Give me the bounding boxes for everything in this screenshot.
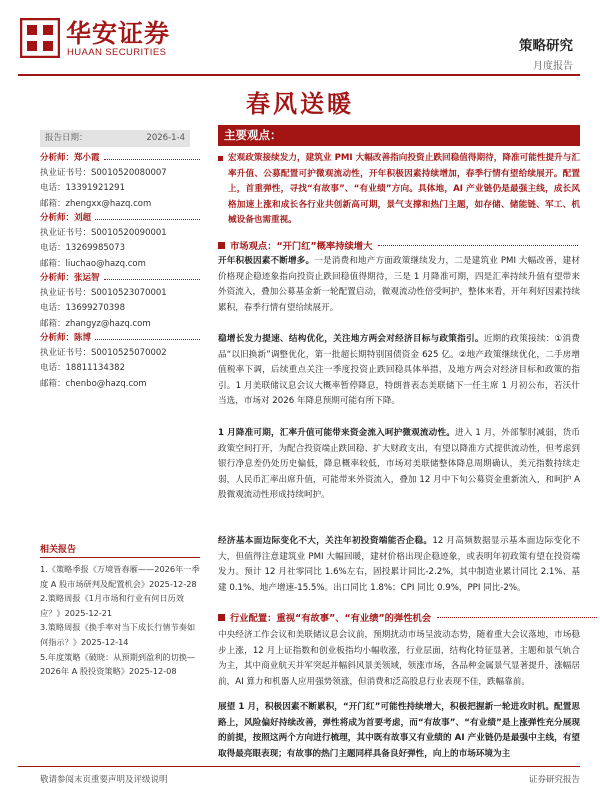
related-reports-divider (40, 557, 200, 558)
related-report-item[interactable]: 5.年度策略《破晓：从预期到盈利的切换—2026年 A 股投资策略》2025-12-08 (40, 651, 196, 677)
analyst-email[interactable]: 邮箱：liuchao@hazq.com (40, 258, 146, 269)
analyst-name: 分析师：张运智 (40, 271, 200, 286)
huaan-logo (20, 18, 60, 58)
analyst-card (40, 271, 200, 332)
analyst-cert: 执业证书号：S0010520080007 (40, 168, 167, 179)
analyst-email[interactable]: 邮箱：chenbo@hazq.com (40, 378, 147, 389)
analyst-name: 分析师：陈博 (40, 331, 200, 346)
analyst-name: 分析师：刘超 (40, 211, 200, 226)
analyst-email[interactable]: 邮箱：zhangyz@hazq.com (40, 318, 151, 329)
report-date-bar (40, 130, 190, 147)
analyst-card (40, 331, 200, 392)
paragraph-4: 经济基本面边际变化不大，关注年初投资端能否企稳。12 月高频数据显示基本面边际变化不大，但值得注意建筑业 PMI 大幅回暖，建材价格出现企稳迹象，或表明年初政策有望在投资端发力。预计 12 月社零同比 1.6%左右，固投累计同比-2.2%，其中制造业累计同比 2.1%、基建 0.1%、地产增速-15.5%。出口同比 1.8%；CPI 同比 0.9%，PPI 同比-2%。 (218, 536, 580, 593)
related-report-item[interactable]: 2.策略周报《1月市场和行业有何日历效应？》2025-12-21 (40, 593, 185, 618)
analyst-phone: 电话：13269985073 (40, 243, 125, 254)
summary-bullet-icon (218, 156, 223, 161)
analyst-phone: 电话：13699270398 (40, 303, 125, 314)
analyst-phone: 电话：18811134382 (40, 363, 125, 374)
analyst-card (40, 151, 200, 212)
footer-divider (18, 766, 580, 767)
report-date-value: 2026-1-4 (146, 133, 185, 143)
paragraph-5: 中央经济工作会议和美联储议息会议前，预期扰动市场呈波动态势，随着重大会议落地，市场稳步上涨，12 月上证指数和创业板指均小幅收涨，行业层面，结构化特征显著，主题和景气轨合为主，其中商业航天并军突起并幅斜风景美领域，领涨市场，各品种金属景气显著提升，涨幅居前，AI 算力和机器人应用强势领涨，但消费和泛高股息行业表现不佳，跌幅靠前。 (218, 630, 580, 687)
market-view-heading: 市场观点：“开门红”概率持续增大 (218, 238, 578, 252)
report-date-label: 报告日期： (45, 133, 88, 143)
brand-name-en: HUAAN SECURITIES (67, 47, 167, 58)
report-type: 策略研究 (519, 38, 573, 54)
paragraph-2: 稳增长发力提速、结构优化，关注地方两会对经济目标与政策指引。近期的政策接续：①消费品“以旧换新”调整优化，第一批超长期特别国债资金 625 亿。②地产政策继续优化，二手房增值税率下调，后续重点关注一季度投资止跌回稳具体举措，及地方两会对经济目标和政策的指引。1 月美联储议息会议大概率暂停降息，特朗普表态美联储下一任主席 1 月初公布，若沃什当选，市场对 2026 年降息预期可能有所下降。 (218, 334, 580, 406)
related-report-item[interactable]: 1.《策略季报《万境皆春雁——2026年一季度 A 股市场研判及配置机会》2025-12-28 (40, 564, 200, 589)
key-points-summary: 宏观政策接续发力，建筑业 PMI 大幅改善指向投资止跌回稳值得期待，降准可能性提升与汇率升值、公募配置可护微观流动性，开年积极因素持续增加，春季行情有望给续展开。配置上，首重弹性，寻找“有故事”、“有业绩”方向。具体地，AI 产业链仍是最强主线，成长风格加速上涨和成长各行业共创新高可期，景气支撑和热门主题，如存储、储能链、军工、机械设备也需重视。 (218, 151, 580, 229)
related-report-item[interactable]: 3.策略周报《换手率对当下成长行情节奏如何指示？》2025-12-14 (40, 622, 196, 647)
related-reports-title: 相关报告 (40, 545, 77, 555)
key-points-heading: 主要观点： (218, 125, 580, 146)
footer-disclaimer: 敬请参阅末页重要声明及评级说明 (40, 775, 168, 785)
analyst-cert: 执业证书号：S0010520090001 (40, 228, 167, 239)
brand-name-cn: 华安证券 (66, 19, 171, 48)
report-title: 春风送暖 (246, 89, 354, 118)
footer-report-label: 证券研究报告 (528, 775, 580, 785)
square-bullet-icon (218, 242, 225, 249)
analyst-email[interactable]: 邮箱：zhengxx@hazq.com (40, 198, 152, 209)
header-divider (18, 74, 580, 76)
industry-view-heading: 行业配置：重视“有故事”、“有业绩”的弹性机会 (218, 610, 597, 624)
paragraph-1: 开年积极因素不断增多。一是消费和地产方面政策继续发力，二是建筑业 PMI 大幅改善，建材价格现企稳迹象指向投资止跌回稳值得期待，三是 1 月降准可期，四是汇率持续升值有望带来外资流入，叠加公募基金新一轮配置启动，微观流动性倍受呵护，整体来看，开年利好因素持续累积，春季行情有望给续展开。 (218, 256, 580, 313)
analyst-name: 分析师：郑小霞 (40, 151, 200, 166)
square-bullet-icon (218, 614, 225, 621)
paragraph-6: 展望 1 月，积极因素不断累积，“开门红”可能性持续增大，积极把握新一轮进攻时机。配置思路上，风险偏好持续改善，弹性将成为首要考虑，而“有故事”、“有业绩”是上涨弹性充分展现的前提，按照这两个方向进行梳理，其中既有故事又有业绩的 AI 产业链仍是最强中主线，有望取得最亮眼表现；有故事的热门主题同样具备良好弹性，向上的市场环境为主 (218, 702, 580, 759)
paragraph-3: 1 月降准可期，汇率升值可能带来资金流入呵护微观流动性。进入 1 月，外部掣肘减弱，货币政策空间打开，为配合投资端止跌回稳、扩大财政支出，有望以降准方式提供流动性，但考虑到银行净息差仍处历史偏低，降息概率较低，市场对美联储整体降息周期确认，美元指数持续走弱，人民币汇率出席升值，可能带来外资流入，叠加 12 月中下旬公募资金重新流入，和呵护 A 股微观流动性形成持续呵护。 (218, 428, 580, 500)
related-reports-list (40, 562, 202, 679)
analyst-cert: 执业证书号：S0010525070002 (40, 348, 167, 359)
analyst-phone: 电话：13391921291 (40, 183, 125, 194)
analyst-cert: 执业证书号：S0010523070001 (40, 288, 167, 299)
analyst-card (40, 211, 200, 272)
report-subtype: 月度报告 (533, 61, 573, 72)
